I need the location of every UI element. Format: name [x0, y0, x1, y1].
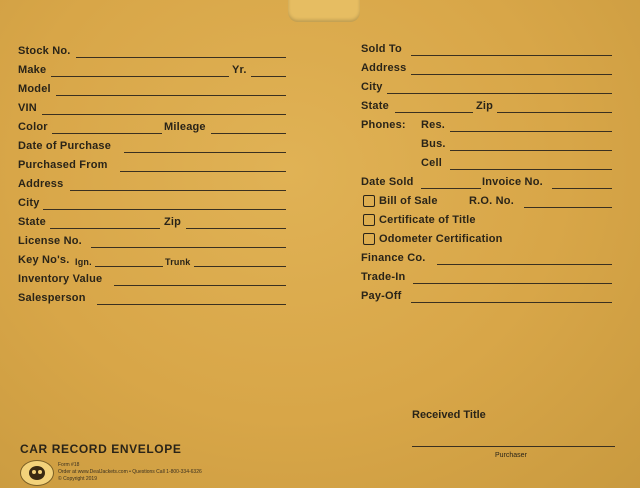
label-yr: Yr. — [232, 64, 247, 76]
label-res: Res. — [421, 119, 446, 131]
field-purchased-from[interactable] — [18, 159, 288, 173]
field-color[interactable] — [18, 121, 288, 135]
line-date-of-purchase[interactable] — [124, 152, 286, 153]
field-sold-to[interactable] — [361, 43, 616, 57]
field-buyer-address[interactable] — [361, 62, 616, 76]
label-cell: Cell — [421, 157, 442, 169]
order-info: Order at www.DealJackets.com • Questions Call 1-800-334-6326 — [58, 469, 202, 475]
line-invoice-no[interactable] — [552, 188, 612, 189]
line-city[interactable] — [43, 209, 286, 210]
label-trade-in: Trade-In — [361, 271, 406, 283]
logo-icon — [20, 460, 54, 486]
line-trunk[interactable] — [194, 266, 286, 267]
label-address: Address — [18, 178, 64, 190]
label-state: State — [18, 216, 46, 228]
label-bus: Bus. — [421, 138, 446, 150]
label-ro-no: R.O. No. — [469, 195, 514, 207]
label-buyer-address: Address — [361, 62, 407, 74]
field-bill-of-sale-ro[interactable] — [361, 195, 616, 209]
label-finance-co: Finance Co. — [361, 252, 426, 264]
label-license-no: License No. — [18, 235, 82, 247]
field-certificate-of-title[interactable] — [361, 214, 616, 228]
field-license-no[interactable] — [18, 235, 288, 249]
label-city: City — [18, 197, 40, 209]
field-state-zip[interactable] — [18, 216, 288, 230]
field-phones-cell[interactable] — [361, 157, 616, 171]
line-purchased-from[interactable] — [120, 171, 286, 172]
line-buyer-state[interactable] — [395, 112, 473, 113]
form-title: CAR RECORD ENVELOPE — [20, 442, 182, 456]
field-stock-no[interactable] — [18, 45, 288, 59]
field-phones-bus[interactable] — [361, 138, 616, 152]
label-invoice-no: Invoice No. — [482, 176, 543, 188]
line-vin[interactable] — [42, 114, 286, 115]
received-title-label: Received Title — [412, 409, 486, 421]
field-pay-off[interactable] — [361, 290, 616, 304]
label-vin: VIN — [18, 102, 37, 114]
field-buyer-state-zip[interactable] — [361, 100, 616, 114]
label-bill-of-sale: Bill of Sale — [379, 195, 438, 207]
label-model: Model — [18, 83, 51, 95]
certificate-of-title-checkbox[interactable] — [363, 214, 375, 226]
line-address[interactable] — [70, 190, 286, 191]
line-state[interactable] — [50, 228, 160, 229]
line-res[interactable] — [450, 131, 612, 132]
label-buyer-city: City — [361, 81, 383, 93]
field-trade-in[interactable] — [361, 271, 616, 285]
field-city[interactable] — [18, 197, 288, 211]
label-purchased-from: Purchased From — [18, 159, 108, 171]
label-mileage: Mileage — [164, 121, 206, 133]
line-salesperson[interactable] — [97, 304, 286, 305]
field-salesperson[interactable] — [18, 292, 288, 306]
label-stock-no: Stock No. — [18, 45, 71, 57]
logo-eye-right — [38, 470, 42, 474]
logo-eye-left — [32, 470, 36, 474]
label-pay-off: Pay-Off — [361, 290, 402, 302]
label-zip: Zip — [164, 216, 182, 228]
line-ign[interactable] — [95, 266, 163, 267]
field-address[interactable] — [18, 178, 288, 192]
line-zip[interactable] — [186, 228, 286, 229]
line-stock-no[interactable] — [76, 57, 286, 58]
label-buyer-zip: Zip — [476, 100, 494, 112]
line-color[interactable] — [52, 133, 162, 134]
line-license-no[interactable] — [91, 247, 286, 248]
label-ign: Ign. — [75, 257, 92, 267]
field-inventory-value[interactable] — [18, 273, 288, 287]
line-yr[interactable] — [251, 76, 286, 77]
line-model[interactable] — [56, 95, 286, 96]
line-ro-no[interactable] — [524, 207, 612, 208]
field-date-of-purchase[interactable] — [18, 140, 288, 154]
line-date-sold[interactable] — [421, 188, 481, 189]
line-pay-off[interactable] — [411, 302, 612, 303]
label-buyer-state: State — [361, 100, 389, 112]
envelope-flap-notch — [288, 0, 360, 22]
line-trade-in[interactable] — [413, 283, 612, 284]
form-number: Form #18 — [58, 462, 80, 468]
line-inventory-value[interactable] — [114, 285, 286, 286]
odometer-certification-checkbox[interactable] — [363, 233, 375, 245]
copyright: © Copyright 2019 — [58, 476, 97, 482]
label-key-nos: Key No's. — [18, 254, 70, 266]
field-buyer-city[interactable] — [361, 81, 616, 95]
line-sold-to[interactable] — [411, 55, 612, 56]
line-cell[interactable] — [450, 169, 612, 170]
label-salesperson: Salesperson — [18, 292, 86, 304]
label-certificate-of-title: Certificate of Title — [379, 214, 476, 226]
line-bus[interactable] — [450, 150, 612, 151]
label-color: Color — [18, 121, 48, 133]
label-date-of-purchase: Date of Purchase — [18, 140, 112, 152]
purchaser-label: Purchaser — [495, 452, 527, 459]
label-date-sold: Date Sold — [361, 176, 414, 188]
line-finance-co[interactable] — [437, 264, 612, 265]
field-key-nos[interactable] — [18, 254, 288, 268]
line-mileage[interactable] — [211, 133, 286, 134]
field-model[interactable] — [18, 83, 288, 97]
line-buyer-address[interactable] — [411, 74, 612, 75]
label-odometer-certification: Odometer Certification — [379, 233, 503, 245]
line-make[interactable] — [51, 76, 229, 77]
label-sold-to: Sold To — [361, 43, 402, 55]
label-phones: Phones: — [361, 119, 406, 131]
bill-of-sale-checkbox[interactable] — [363, 195, 375, 207]
logo-face — [29, 466, 45, 480]
label-trunk: Trunk — [165, 257, 191, 267]
field-make[interactable] — [18, 64, 288, 78]
purchaser-signature-line[interactable] — [412, 446, 615, 447]
label-make: Make — [18, 64, 47, 76]
field-odometer-certification[interactable] — [361, 233, 616, 247]
line-buyer-zip[interactable] — [497, 112, 612, 113]
label-inventory-value: Inventory Value — [18, 273, 103, 285]
field-phones-res[interactable] — [361, 119, 616, 133]
field-vin[interactable] — [18, 102, 288, 116]
line-buyer-city[interactable] — [387, 93, 612, 94]
field-date-sold-invoice[interactable] — [361, 176, 616, 190]
field-finance-co[interactable] — [361, 252, 616, 266]
